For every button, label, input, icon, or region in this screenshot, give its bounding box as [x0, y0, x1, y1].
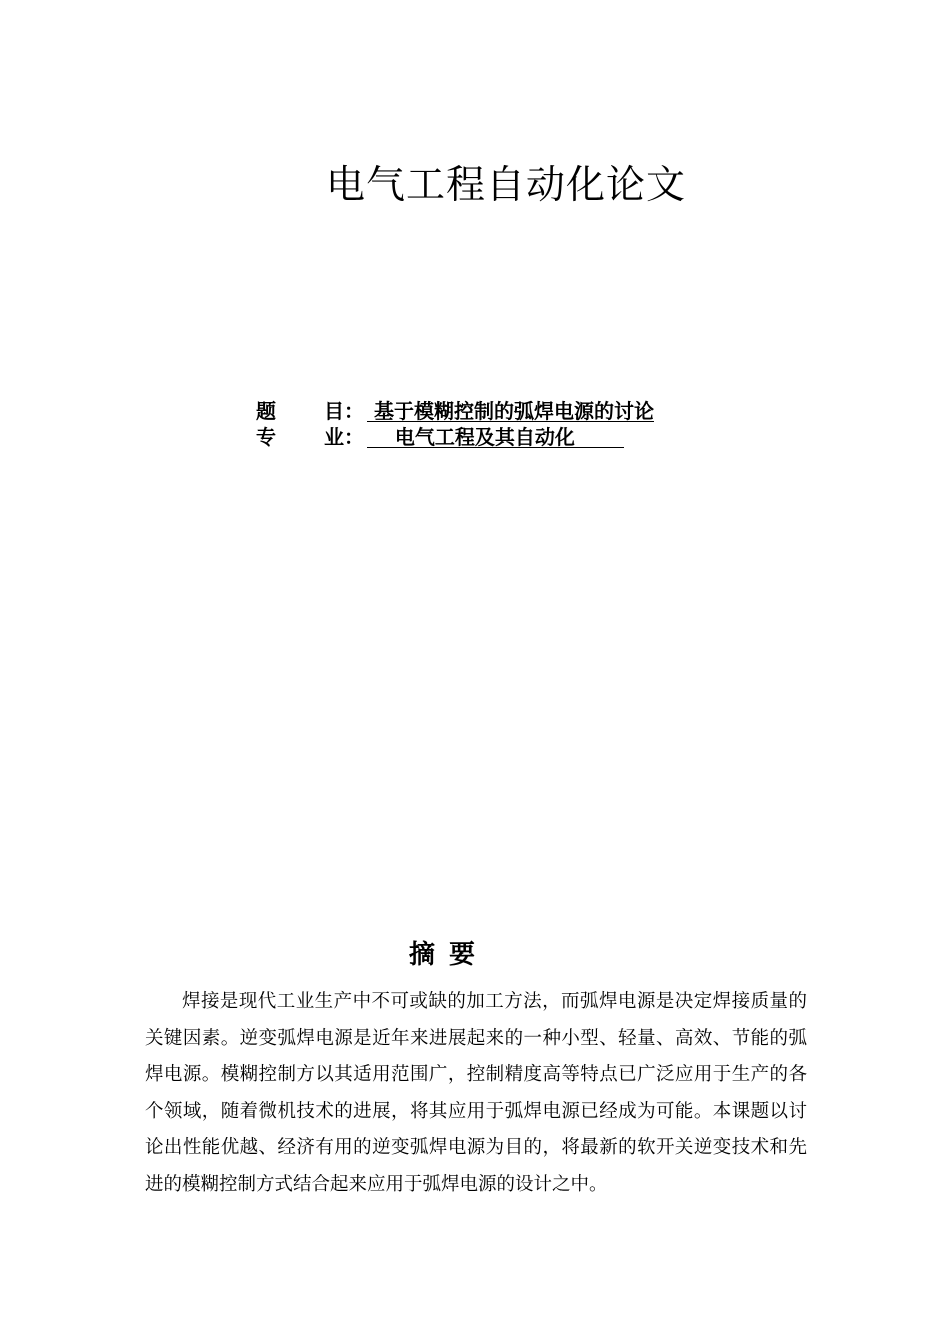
- topic-row: [256, 398, 654, 424]
- abstract-body: 焊接是现代工业生产中不可或缺的加工方法，而弧焊电源是决定焊接质量的关键因素。逆变弧焊电源是近年来进展起来的一种小型、轻量、高效、节能的弧焊电源。模糊控制方以其适用范围广，控制精度高等特点已广泛应用于生产的各个领域，随着微机技术的进展，将其应用于弧焊电源已经成为可能。本课题以讨论出性能优越、经济有用的逆变弧焊电源为目的，将最新的软开关逆变技术和先进的模糊控制方式结合起来应用于弧焊电源的设计之中。: [145, 991, 807, 1195]
- topic-label-suffix: 目：: [324, 399, 364, 423]
- topic-label: 题: [256, 399, 276, 423]
- major-row: [256, 424, 654, 450]
- page-title: 电气工程自动化论文: [325, 163, 686, 208]
- major-value: 电气工程及其自动化: [367, 425, 624, 449]
- major-label-suffix: 业：: [324, 425, 364, 449]
- major-label: 专: [256, 425, 276, 449]
- topic-value: 基于模糊控制的弧焊电源的讨论: [367, 399, 654, 423]
- thesis-info-block: [256, 398, 654, 450]
- abstract-heading: 摘要: [408, 940, 489, 970]
